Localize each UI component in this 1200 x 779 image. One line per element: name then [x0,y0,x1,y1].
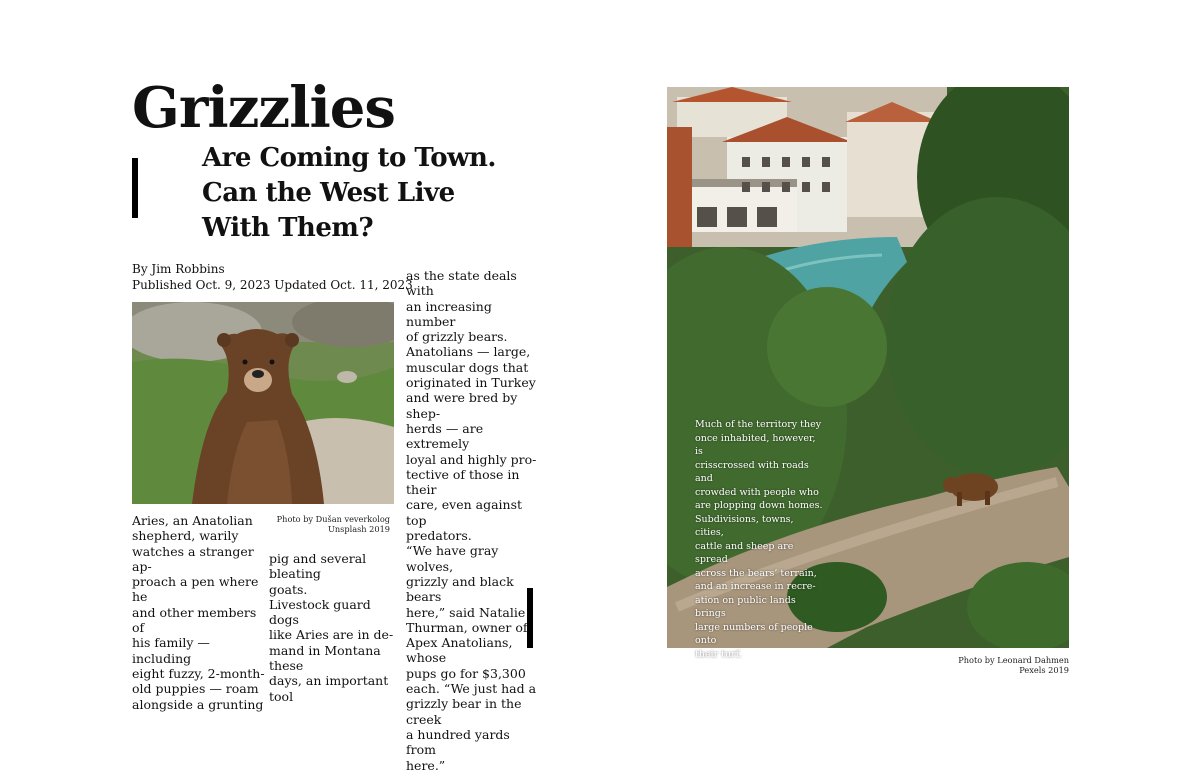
subtitle-line: With Them? [202,213,374,243]
text-line: once inhabited, however, is [695,432,816,457]
text-line: loyal and highly pro- [406,451,537,467]
text-line: Much of the territory they [695,419,822,430]
caption-line: Photo by Leonard Dahmen [958,655,1069,665]
text-line: alongside a grunting [132,696,264,712]
text-line: care, even against top [406,497,523,528]
text-line: grizzly and black bears [406,573,514,605]
bear-photo-image [132,302,394,504]
text-line: a hundred yards from [406,726,510,758]
byline: By Jim Robbins [132,262,225,276]
text-line: eight fuzzy, 2-month- [132,665,265,681]
headline-title: Grizzlies [132,75,395,141]
text-line: Thurman, owner of [406,619,528,635]
column-accent-bar [527,588,533,648]
text-line: predators. [406,528,472,544]
text-line: an increasing number [406,298,492,329]
bear-photo-caption [262,514,390,534]
text-line: watches a stranger ap- [132,543,254,574]
text-line: muscular dogs that [406,359,529,375]
text-line: crowded with people who [695,486,819,498]
headline-subtitle [202,141,532,246]
text-line: his family — including [132,635,210,666]
subtitle-line: Can the West Live [202,178,455,208]
text-line: proach a pen where he [132,574,259,605]
text-line: here.” [406,757,446,773]
text-line: pig and several bleating [269,551,367,582]
text-line: herds — are extremely [406,420,484,452]
article-column-3 [406,268,538,773]
text-line: each. “We just had a [406,681,537,697]
text-line: pups go for $3,300 [406,665,526,681]
caption-line: Photo by Dušan veverkolog [276,514,390,524]
text-line: grizzly bear in the creek [406,696,522,727]
text-line: Apex Anatolians, whose [406,635,513,666]
text-line: ation on public lands brings [695,594,796,619]
headline-accent-bar [132,158,138,218]
text-line: and other members of [132,604,257,636]
caption-line: Unsplash 2019 [327,524,390,534]
text-line: goats. [269,581,308,597]
text-line: of grizzly bears. [406,329,508,345]
text-line: Livestock guard dogs [269,596,371,628]
photo-overlay-text [695,418,823,661]
article-column-1 [132,513,267,712]
subtitle-line: Are Coming to Town. [202,143,496,173]
caption-line: Pexels 2019 [1019,665,1069,675]
text-line: their turf. [695,648,742,660]
text-line: Anatolians — large, [406,344,531,360]
text-line: like Aries are in de- [269,627,394,643]
text-line: crisscrossed with roads and [695,459,809,484]
text-line: days, an important tool [269,673,389,704]
text-line: cattle and sheep are spread [695,540,794,565]
text-line: are plopping down homes. [695,500,823,511]
town-photo-caption [940,655,1069,675]
text-line: mand in Montana these [269,642,381,674]
text-line: here,” said Natalie [406,604,526,620]
text-line: and an increase in recre- [695,581,816,592]
text-line: shepherd, warily [132,528,239,544]
article-meta [132,261,413,293]
text-line: originated in Turkey [406,375,536,391]
text-line: large numbers of people onto [695,621,813,646]
text-line: Subdivisions, towns, cities, [695,513,794,538]
article-column-2 [269,551,404,704]
text-line: as the state deals with [406,268,517,299]
text-line: and were bred by shep- [406,390,518,421]
text-line: old puppies — roam [132,681,259,697]
publish-date: Published Oct. 9, 2023 Updated Oct. 11, 2023 [132,278,413,292]
bear-photo [132,302,394,504]
text-line: tective of those in their [406,466,520,498]
text-line: across the bears’ terrain, [695,567,817,579]
text-line: Aries, an Anatolian [132,513,253,528]
text-line: “We have gray wolves, [406,543,499,574]
